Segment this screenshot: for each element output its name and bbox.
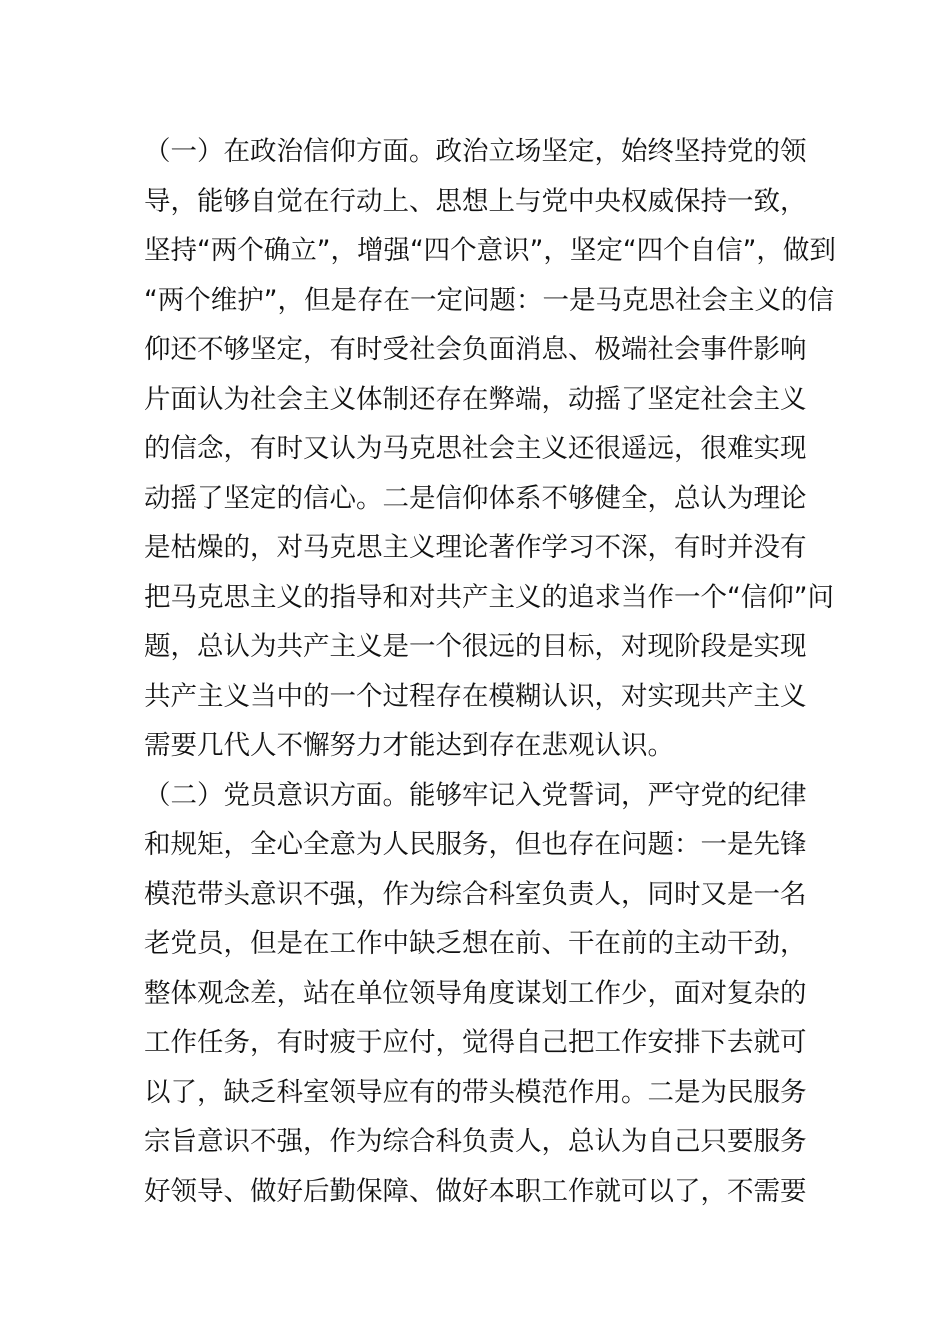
text-line: 需要几代人不懈努力才能达到存在悲观认识。 [144,730,674,761]
text-line: 坚持“两个确立”，增强“四个意识”，坚定“四个自信”，做到 [144,235,836,266]
text-line: 模范带头意识不强，作为综合科室负责人，同时又是一名 [144,878,807,910]
text-line: 是枯燥的，对马克思主义理论著作学习不深，有时并没有 [144,532,807,563]
text-line: 仰还不够坚定，有时受社会负面消息、极端社会事件影响 [144,334,807,365]
text-line: （二）党员意识方面。能够牢记入党誓词，严守党的纪律 [144,779,807,811]
text-line: “两个维护”，但是存在一定问题：一是马克思社会主义的信 [144,284,834,316]
text-line: 整体观念差，站在单位领导角度谋划工作少，面对复杂的 [144,977,807,1009]
text-line: 把马克思主义的指导和对共产主义的追求当作一个“信仰”问 [144,581,834,613]
text-line: 好领导、做好后勤保障、做好本职工作就可以了，不需要 [144,1175,807,1207]
text-line: 共产主义当中的一个过程存在模糊认识，对实现共产主义 [144,680,807,712]
text-line: 宗旨意识不强，作为综合科负责人，总认为自己只要服务 [144,1126,807,1157]
text-line: 动摇了坚定的信心。二是信仰体系不够健全，总认为理论 [144,482,807,514]
body-text [144,127,836,1216]
text-line: 老党员，但是在工作中缺乏想在前、干在前的主动干劲， [144,928,807,959]
text-line: 工作任务，有时疲于应付，觉得自己把工作安排下去就可 [144,1027,807,1058]
text-line: 和规矩，全心全意为人民服务，但也存在问题：一是先锋 [144,829,807,860]
text-line: （一）在政治信仰方面。政治立场坚定，始终坚持党的领 [144,136,807,167]
text-line: 的信念，有时又认为马克思社会主义还很遥远，很难实现 [144,433,807,464]
text-line: 题，总认为共产主义是一个很远的目标，对现阶段是实现 [144,631,807,662]
text-line: 片面认为社会主义体制还存在弊端，动摇了坚定社会主义 [144,383,807,415]
text-line: 导，能够自觉在行动上、思想上与党中央权威保持一致， [144,185,807,217]
text-line: 以了，缺乏科室领导应有的带头模范作用。二是为民服务 [144,1076,807,1108]
